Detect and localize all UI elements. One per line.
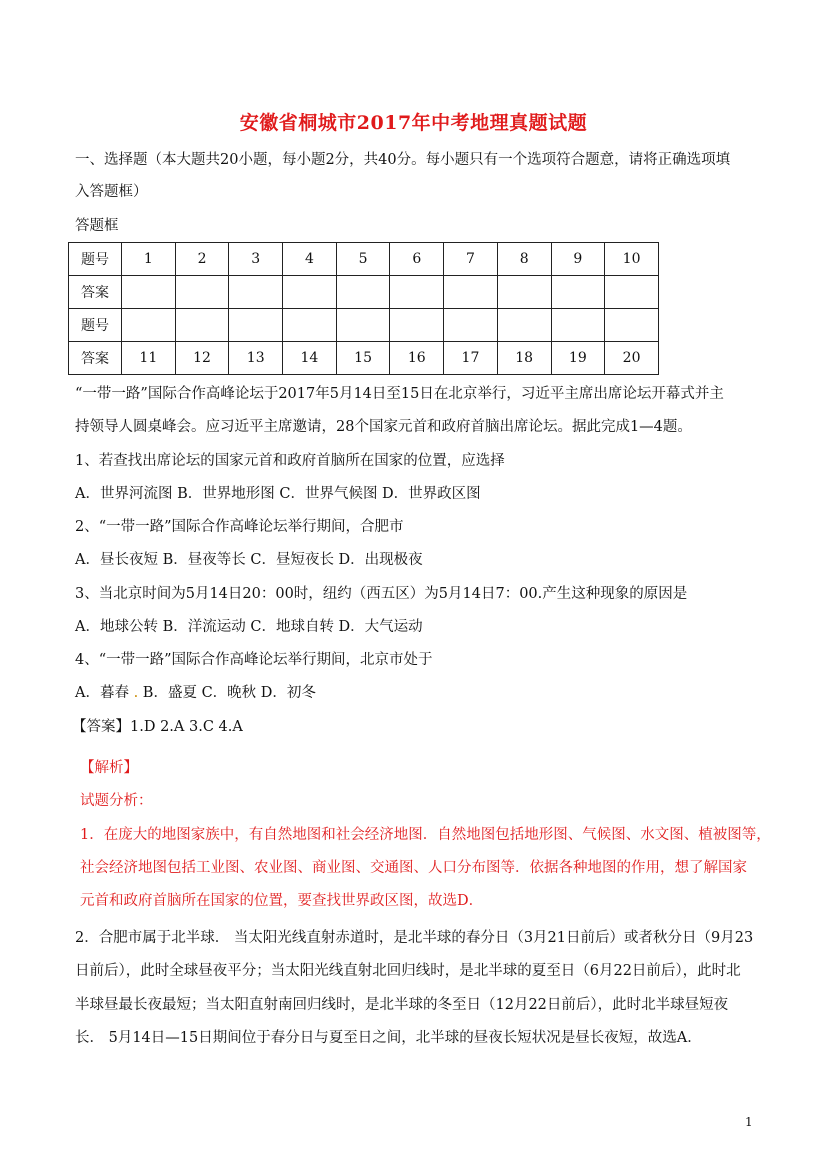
passage-line-2: 持领导人圆桌峰会。应习近平主席邀请，28个国家元首和政府首脑出席论坛。据此完成1—4题。	[75, 419, 692, 435]
analysis-2-line-2: 日前后），此时全球昼夜平分；当太阳光线直射北回归线时，是北半球的夏至日（6月22日前后），此时北	[75, 963, 741, 979]
table-cell: 20	[605, 342, 659, 375]
table-cell: 6	[390, 243, 444, 276]
answer-cell[interactable]	[551, 276, 605, 309]
question-2-options: A．昼长夜短 B．昼夜等长 C．昼短夜长 D．出现极夜	[75, 552, 423, 568]
answer-cell[interactable]	[122, 309, 176, 342]
table-row	[69, 276, 659, 309]
table-cell: 12	[175, 342, 229, 375]
analysis-red-line-2: 社会经济地图包括工业图、农业图、商业图、交通图、人口分布图等．依据各种地图的作用，想了解国家	[80, 860, 747, 876]
section-header-line-2: 入答题框）	[75, 184, 148, 200]
table-header-cell: 答案	[69, 276, 122, 309]
answer-cell[interactable]	[444, 309, 498, 342]
table-cell: 15	[336, 342, 390, 375]
answer-cell[interactable]	[175, 309, 229, 342]
answer-cell[interactable]	[390, 276, 444, 309]
answer-cell[interactable]	[444, 276, 498, 309]
question-3-stem: 3、当北京时间为5月14日20：00时，纽约（西五区）为5月14日7：00.产生这种现象的原因是	[75, 586, 688, 602]
table-cell: 19	[551, 342, 605, 375]
answer-line: 【答案】1.D 2.A 3.C 4.A	[72, 719, 243, 735]
table-cell: 7	[444, 243, 498, 276]
answer-cell[interactable]	[122, 276, 176, 309]
table-header-cell: 答案	[69, 342, 122, 375]
passage-line-1: “一带一路”国际合作高峰论坛于2017年5月14日至15日在北京举行，习近平主席出席论坛开幕式并主	[75, 386, 724, 402]
table-cell: 1	[122, 243, 176, 276]
table-header-cell: 题号	[69, 309, 122, 342]
answer-cell[interactable]	[175, 276, 229, 309]
question-1-options: A．世界河流图 B．世界地形图 C．世界气候图 D．世界政区图	[75, 486, 481, 502]
answer-cell[interactable]	[551, 309, 605, 342]
table-cell: 3	[229, 243, 283, 276]
answer-cell[interactable]	[605, 276, 659, 309]
table-row	[69, 342, 659, 375]
answer-cell[interactable]	[497, 309, 551, 342]
analysis-2-line-1: 2．合肥市属于北半球． 当太阳光线直射赤道时，是北半球的春分日（3月21日前后）或者秋分日（9月23	[75, 930, 754, 946]
analysis-label: 【解析】	[80, 760, 138, 776]
analysis-red-line-1: 1．在庞大的地图家族中，有自然地图和社会经济地图．自然地图包括地形图、气候图、水文图、植被图等，	[80, 827, 771, 843]
question-4-stem: 4、“一带一路”国际合作高峰论坛举行期间，北京市处于	[75, 652, 433, 668]
answer-cell[interactable]	[283, 276, 337, 309]
table-cell: 2	[175, 243, 229, 276]
question-3-options: A．地球公转 B．洋流运动 C．地球自转 D．大气运动	[75, 619, 423, 635]
answer-table	[68, 242, 659, 375]
answer-cell[interactable]	[336, 309, 390, 342]
table-cell: 10	[605, 243, 659, 276]
analysis-red-line-3: 元首和政府首脑所在国家的位置，要查找世界政区图，故选D．	[80, 893, 484, 909]
answer-cell[interactable]	[336, 276, 390, 309]
table-cell: 11	[122, 342, 176, 375]
page-number: 1	[745, 1115, 753, 1129]
answer-cell[interactable]	[390, 309, 444, 342]
answer-cell[interactable]	[497, 276, 551, 309]
table-cell: 9	[551, 243, 605, 276]
question-2-stem: 2、“一带一路”国际合作高峰论坛举行期间，合肥市	[75, 519, 404, 535]
question-4-options-rest: B．盛夏 C．晚秋 D．初冬	[138, 685, 316, 701]
answer-cell[interactable]	[229, 309, 283, 342]
answer-cell[interactable]	[283, 309, 337, 342]
table-row	[69, 243, 659, 276]
table-row	[69, 309, 659, 342]
table-cell: 5	[336, 243, 390, 276]
table-cell: 14	[283, 342, 337, 375]
section-header-line-1: 一、选择题（本大题共20小题，每小题2分，共40分。每小题只有一个选项符合题意，请将正确选项填	[75, 152, 731, 168]
answer-box-label: 答题框	[75, 218, 119, 234]
table-cell: 8	[497, 243, 551, 276]
table-cell: 18	[497, 342, 551, 375]
analysis-2-line-3: 半球昼最长夜最短；当太阳直射南回归线时，是北半球的冬至日（12月22日前后），此时北半球昼短夜	[75, 997, 729, 1013]
question-4-option-a: A．暮春	[75, 685, 134, 701]
table-header-cell: 题号	[69, 243, 122, 276]
answer-cell[interactable]	[605, 309, 659, 342]
table-cell: 13	[229, 342, 283, 375]
analysis-sub: 试题分析：	[80, 793, 153, 809]
table-cell: 4	[283, 243, 337, 276]
answer-cell[interactable]	[229, 276, 283, 309]
page-title: 安徽省桐城市2017年中考地理真题试题	[239, 112, 588, 134]
table-cell: 17	[444, 342, 498, 375]
analysis-2-line-4: 长． 5月14日—15日期间位于春分日与夏至日之间，北半球的昼夜长短状况是昼长夜短，故选A．	[75, 1030, 702, 1046]
question-4-options	[75, 683, 765, 703]
table-cell: 16	[390, 342, 444, 375]
question-1-stem: 1、若查找出席论坛的国家元首和政府首脑所在国家的位置，应选择	[75, 453, 505, 469]
stray-dot: .	[133, 685, 139, 701]
